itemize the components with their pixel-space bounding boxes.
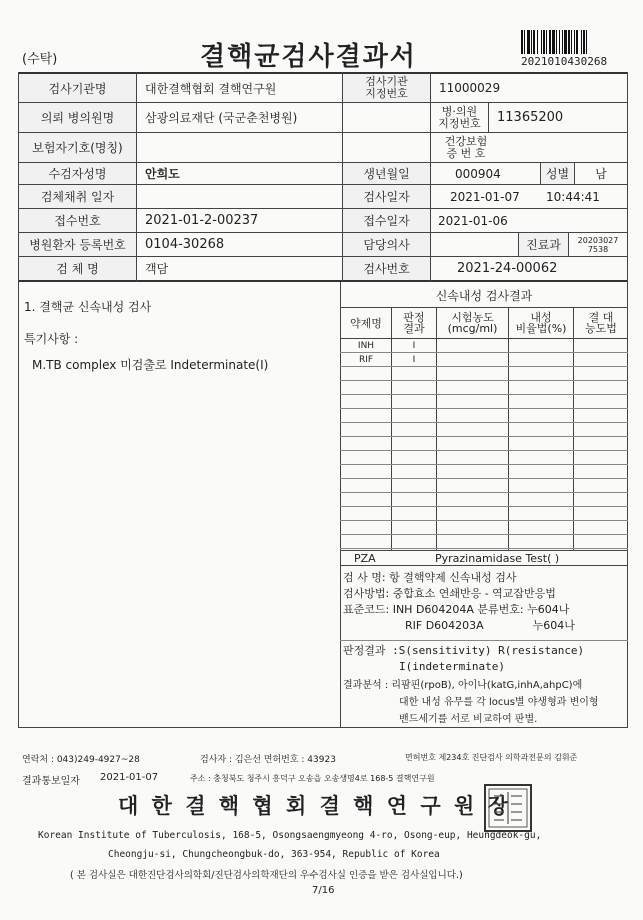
method-standard-code-rif: RIF D604203A 누604나 bbox=[405, 619, 575, 632]
table-row-result: I bbox=[412, 354, 416, 365]
certification-note: ( 본 검사실은 대한진단검사의학회/진단검사의학재단의 우수검사실 인증을 받은 검사실입니다.) bbox=[70, 870, 463, 881]
hospital-code-value: 11365200 bbox=[497, 110, 564, 125]
barcode-bar bbox=[568, 30, 570, 54]
method-standard-code: 표준코드: INH D604204A 분류번호: 누604나 bbox=[343, 603, 570, 616]
patient-value: 안희도 bbox=[145, 167, 180, 181]
collect-date-label: 검체채취 일자 bbox=[19, 185, 136, 208]
barcode-bar bbox=[556, 30, 557, 54]
official-seal bbox=[482, 782, 534, 834]
barcode bbox=[520, 30, 622, 54]
barcode-bar bbox=[583, 30, 585, 54]
judgement-line-2: I(indeterminate) bbox=[399, 660, 505, 673]
barcode-bar bbox=[574, 30, 575, 54]
insurer-value bbox=[137, 133, 350, 162]
birth-value: 000904 bbox=[455, 166, 501, 181]
hospital-reg-label: 병원환자 등록번호 bbox=[19, 233, 136, 256]
pza-value: Pyrazinamidase Test( ) bbox=[435, 551, 560, 565]
barcode-bar bbox=[552, 30, 555, 54]
form-type-label: (수탁) bbox=[22, 52, 58, 67]
method-block bbox=[343, 570, 627, 634]
analysis-line-1: 결과분석 : 리팜핀(rpoB), 아이나(katG,inhA,ahpC)에 bbox=[343, 680, 583, 691]
analysis-line-3: 밴드세기를 서로 비교하여 판별. bbox=[399, 714, 538, 725]
hospital-code-label bbox=[343, 103, 430, 132]
report-date-value: 2021-01-07 bbox=[100, 772, 159, 783]
barcode-bar bbox=[531, 30, 532, 54]
receipt-date-value: 2021-01-06 bbox=[438, 213, 508, 228]
sex-label: 성별 bbox=[541, 163, 574, 184]
receipt-date-label: 접수일자 bbox=[343, 209, 430, 232]
table-grid-line bbox=[340, 422, 628, 423]
table-grid-line bbox=[340, 520, 628, 521]
special-note-label: 특기사항 : bbox=[24, 332, 79, 346]
col-concentration: 시험농도 (mcg/ml) bbox=[447, 311, 498, 335]
patient-label: 수검자성명 bbox=[19, 163, 136, 184]
rapid-table bbox=[340, 307, 628, 565]
insurance-cert-label-text: 건강보험 증 번 호 bbox=[444, 134, 488, 160]
receipt-label: 접수번호 bbox=[19, 209, 136, 232]
barcode-bar bbox=[546, 30, 547, 54]
info-table bbox=[18, 72, 628, 282]
dept-value: 20203027 7538 bbox=[577, 235, 619, 254]
hospital-label: 의뢰 병의원명 bbox=[19, 103, 136, 132]
organization-name: 대 한 결 핵 협 회 결 핵 연 구 원 장 bbox=[118, 793, 511, 818]
method-test-name: 검 사 명: 항 결핵약제 신속내성 검사 bbox=[343, 571, 517, 584]
table-grid-line bbox=[340, 506, 628, 507]
table-grid-line bbox=[340, 366, 628, 367]
col-absolute: 결 대 능도법 bbox=[585, 311, 617, 335]
table-grid-line bbox=[340, 548, 628, 549]
test-time-value: 10:44:41 bbox=[546, 189, 600, 204]
institution-value: 대한결핵협회 결핵연구원 bbox=[145, 81, 277, 96]
test-date-value: 2021-01-07 bbox=[450, 189, 520, 204]
col-judgement: 판정 결과 bbox=[403, 311, 425, 335]
barcode-bar bbox=[586, 30, 587, 54]
doctor-label: 담당의사 bbox=[343, 233, 430, 256]
document-title: 결핵균검사결과서 bbox=[200, 42, 417, 72]
institution-code-value: 11000029 bbox=[439, 81, 501, 95]
barcode-bar bbox=[527, 30, 530, 54]
birth-label: 생년월일 bbox=[343, 163, 430, 184]
table-grid-line bbox=[340, 464, 628, 465]
barcode-bar bbox=[571, 30, 572, 54]
insurance-cert-value bbox=[508, 133, 626, 162]
table-grid-line bbox=[340, 352, 628, 353]
collect-date-value bbox=[137, 185, 350, 208]
barcode-bar bbox=[564, 30, 567, 54]
section-title: 1. 결핵균 신속내성 검사 bbox=[24, 300, 152, 314]
judgement-block bbox=[343, 643, 627, 675]
contact-info: 연락처 : 043)249-4927~28 bbox=[22, 755, 140, 765]
barcode-bar bbox=[576, 30, 578, 54]
barcode-bar bbox=[543, 30, 545, 54]
table-grid-line bbox=[340, 492, 628, 493]
page-number: 7/16 bbox=[312, 885, 335, 896]
org-address-en-1: Korean Institute of Tuberculosis, 168-5, Osongsaengmyeong 4-ro, Osong-eup, Heungdeok-gu, bbox=[38, 830, 542, 841]
barcode-bar bbox=[581, 30, 582, 54]
table-grid-line bbox=[340, 478, 628, 479]
barcode-number: 2021010430268 bbox=[521, 55, 608, 68]
special-note-result: M.TB complex 미검출로 Indeterminate(I) bbox=[32, 358, 269, 372]
institution-code-label bbox=[343, 74, 430, 102]
test-no-value: 2021-24-00062 bbox=[457, 261, 558, 276]
method-test-method: 검사방법: 중합효소 연쇄반응 - 역교잡반응법 bbox=[343, 587, 556, 600]
examiner-info: 검사자 : 김은선 면허번호 : 43923 bbox=[200, 755, 336, 765]
address: 주소 : 충청북도 청주시 흥덕구 오송읍 오송생명4로 168-5 결핵연구원 bbox=[190, 774, 435, 783]
hospital-reg-value: 0104-30268 bbox=[145, 237, 225, 252]
table-grid-line bbox=[340, 394, 628, 395]
barcode-bar bbox=[521, 30, 523, 54]
doctor-value bbox=[431, 233, 526, 256]
receipt-value: 2021-01-2-00237 bbox=[145, 213, 259, 228]
barcode-bar bbox=[541, 30, 542, 54]
table-grid-line bbox=[340, 436, 628, 437]
specimen-value: 객담 bbox=[145, 262, 169, 276]
test-no-label: 검사번호 bbox=[343, 257, 430, 280]
col-ratio: 내성 비율법(%) bbox=[515, 311, 567, 335]
test-date-label: 검사일자 bbox=[343, 185, 430, 208]
barcode-bar bbox=[524, 30, 525, 54]
dept-label: 진료과 bbox=[519, 233, 568, 256]
hospital-value: 삼광의료재단 (국군춘천병원) bbox=[145, 111, 298, 125]
table-grid-line bbox=[340, 450, 628, 451]
barcode-bar bbox=[537, 30, 538, 54]
analysis-block bbox=[343, 677, 627, 728]
physician-license: 면허번호 제234호 진단검사 의학과전문의 김휘준 bbox=[405, 753, 578, 762]
table-row-result: I bbox=[412, 340, 416, 351]
hospital-code-label-text: 병·의원 지정번호 bbox=[438, 104, 481, 130]
analysis-line-2: 대한 내성 유무를 각 locus별 야생형과 변이형 bbox=[399, 697, 599, 708]
table-grid-line bbox=[340, 534, 628, 535]
report-date-label: 결과통보일자 bbox=[22, 776, 80, 787]
org-address-en-2: Cheongju-si, Chungcheongbuk-do, 363-954, Republic of Korea bbox=[108, 849, 440, 860]
sex-value: 남 bbox=[595, 167, 607, 181]
rapid-table-title: 신속내성 검사결과 bbox=[435, 289, 533, 303]
barcode-bar bbox=[533, 30, 535, 54]
institution-code-label-text: 검사기관 지정번호 bbox=[365, 75, 408, 100]
barcode-bar bbox=[562, 30, 563, 54]
judgement-line-1: 판정결과 :S(sensitivity) R(resistance) bbox=[343, 644, 585, 657]
barcode-bar bbox=[559, 30, 560, 54]
table-row-drug: INH bbox=[357, 340, 375, 351]
table-row-drug: RIF bbox=[358, 354, 374, 365]
institution-label: 검사기관명 bbox=[19, 74, 136, 102]
barcode-bar bbox=[549, 30, 551, 54]
pza-label: PZA bbox=[354, 551, 376, 565]
insurance-cert-label bbox=[343, 133, 430, 162]
specimen-label: 검 체 명 bbox=[19, 257, 136, 280]
table-grid-line bbox=[340, 380, 628, 381]
table-grid-line bbox=[340, 408, 628, 409]
insurer-label: 보험자기호(명칭) bbox=[19, 133, 136, 162]
col-drug: 약제명 bbox=[350, 316, 382, 330]
